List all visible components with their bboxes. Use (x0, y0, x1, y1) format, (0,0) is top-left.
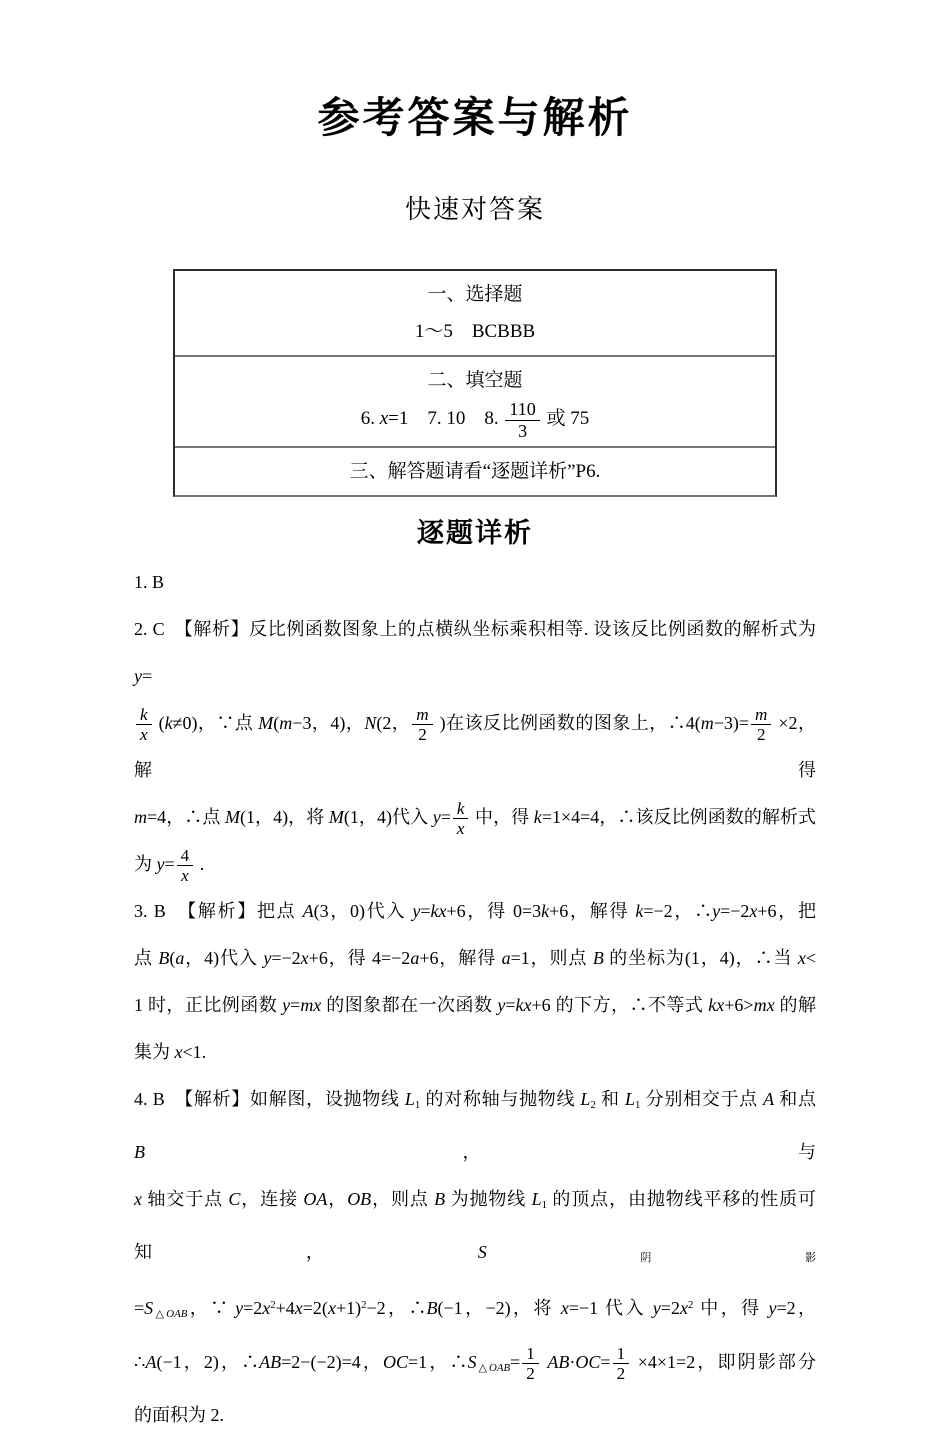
table-row-multiple-choice (175, 271, 775, 355)
fraction: $\frac{k}{x}$ (451, 799, 471, 838)
text-line: 1～5 BCBBB (414, 321, 536, 343)
text-line: 二、填空题 (427, 370, 523, 392)
fraction: $\frac{110}{3}$ (503, 399, 541, 440)
text-line: 三、解答题请看“逐题详析”P6. (349, 460, 601, 482)
detailed-analysis-heading: 逐题详析 (417, 517, 533, 548)
text-line: 6. x=1 7. 10 8. $\frac{110}{3}$ 或 75 (360, 399, 590, 441)
answer-item-2 (134, 606, 816, 888)
table-row-fill-in-blank (175, 355, 775, 445)
document-title: 参考答案与解析 (317, 94, 633, 141)
fraction: $\frac{m}{2}$ (749, 705, 773, 744)
text-line: $=S_{\triangle OAB}$，∵ $y=2x^2+4x=2(x+1)^2-2$，∴B(−1，−2)，将 x=−1 代入 $y=2x^2$ 中，得 y=2， (134, 1298, 817, 1321)
quick-answers-table (173, 269, 777, 496)
table-row-free-response (175, 446, 775, 495)
fraction: $\frac{m}{2}$ (410, 705, 434, 744)
text-line: 点 B(a，4)代入 y=−2x+6，得 4=−2a+6，解得 a=1，则点 B 的坐标为(1，4)，∴当 x< (134, 947, 816, 968)
text-line: x 轴交于点 C，连接 OA，OB，则点 B 为抛物线 $L_1$ 的顶点，由抛物线平移的性质可知，$S_{阴影}$ (134, 1188, 817, 1265)
fraction: $\frac{1}{2}$ (611, 1344, 632, 1383)
text-line: 1 时，正比例函数 y=mx 的图象都在一次函数 y=kx+6 的下方，∴不等式 kx+6>mx 的解 (134, 994, 817, 1015)
quick-check-subtitle: 快速对答案 (404, 194, 545, 225)
text-line: m=4，∴点 M(1，4)，将 M(1，4)代入 y= $\frac{k}{x}$ 中，得 k=1×4=4，∴该反比例函数的解析式 (134, 798, 817, 839)
answer-key-page (0, 94, 950, 1438)
text-line: 2. C 【解析】反比例函数图象上的点横纵坐标乘积相等. 设该反比例函数的解析式为 y= (134, 618, 816, 686)
fraction: $\frac{4}{x}$ (175, 846, 196, 885)
fraction: $\frac{1}{2}$ (520, 1344, 541, 1383)
text-line: 一、选择题 (427, 284, 523, 306)
answer-item-4 (134, 1076, 816, 1439)
text-line: 1. B (134, 571, 165, 592)
text-line: ∴A(−1，2)，∴AB=2−(−2)=4，OC=1，$\therefore S_{\triangle OAB}=$ $\frac{1}{2}$ AB·OC= $\frac{1}{2}$ ×4×1=2，即阴影部分 (134, 1343, 817, 1383)
answer-item-3 (134, 888, 816, 1076)
text-line: 4. B 【解析】如解图，设抛物线 $L_1$ 的对称轴与抛物线 $L_2$ 和 $L_1$ 分别相交于点 A 和点 B，与 (134, 1088, 817, 1162)
text-line: 的面积为 2. (134, 1404, 224, 1425)
detailed-analysis-body (134, 559, 816, 1439)
text-line: 集为 x<1. (134, 1041, 207, 1062)
text-line: 为 y= $\frac{4}{x}$ . (134, 845, 205, 886)
text-line: 3. B 【解析】把点 A(3，0)代入 y=kx+6，得 0=3k+6，解得 k=−2，∴y=−2x+6，把 (134, 900, 816, 921)
answer-item-1 (134, 559, 816, 606)
text-line: $\frac{k}{x}$ (k≠0)，∵点 M(m−3，4)，N(2， $\frac{m}{2}$ )在该反比例函数的图象上，∴4(m−3)= $\frac{m}{2}$ ×2，解得 (134, 704, 816, 780)
fraction: $\frac{k}{x}$ (134, 705, 154, 744)
